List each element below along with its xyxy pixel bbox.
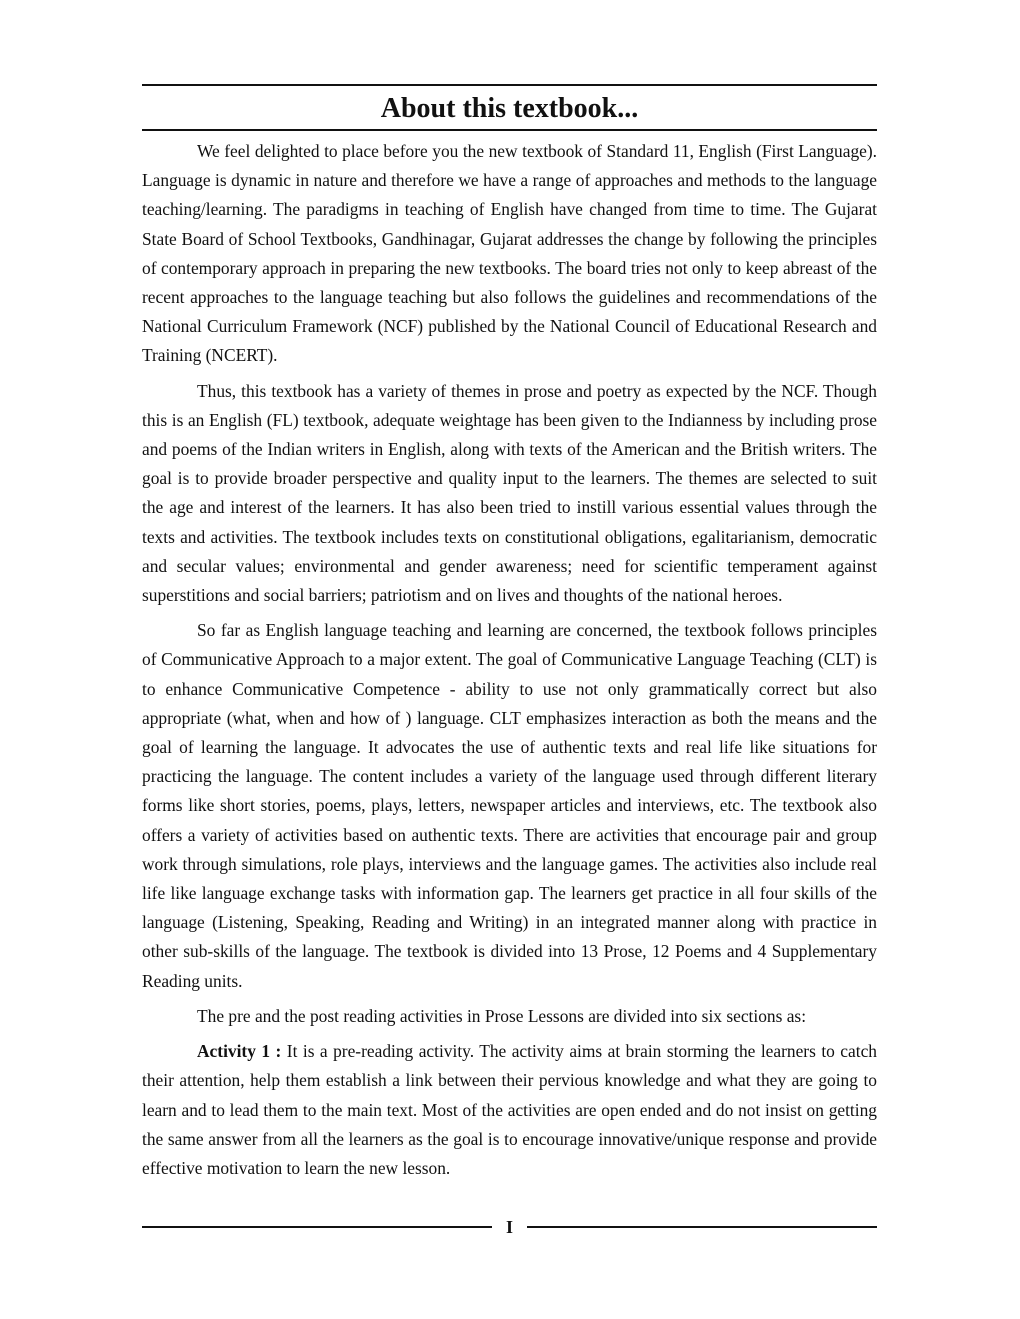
- paragraph-intro: We feel delighted to place before you the new textbook of Standard 11, English (First Language). Language is dynamic in nature and therefore we have a range of approaches and methods to the language teaching/learning. The paradigms in teaching of English have changed from time to time. The Gujarat State Board of School Textbooks, Gandhinagar, Gujarat addresses the change by following the principles of contemporary approach in preparing the new textbooks. The board tries not only to keep abreast of the recent approaches to the language teaching but also follows the guidelines and recommendations of the National Curriculum Framework (NCF) published by the National Council of Educational Research and Training (NCERT).: [142, 141, 877, 366]
- paragraph-themes: Thus, this textbook has a variety of themes in prose and poetry as expected by the NCF. Though this is an English (FL) textbook, adequate weightage has been given to the Indianness by including prose and poems of the Indian writers in English, along with texts of the American and the British writers. The goal is to provide broader perspective and quality input to the learners. The themes are selected to suit the age and interest of the learners. It has also been tried to instill various essential values through the texts and activities. The textbook includes texts on constitutional obligations, egalitarianism, democratic and secular values; environmental and gender awareness; need for scientific temperament against superstitions and social barriers; patriotism and on lives and thoughts of the national heroes.: [142, 380, 877, 606]
- footer-left-rule: [142, 1226, 492, 1228]
- page-number: I: [506, 1217, 514, 1237]
- page: [142, 84, 877, 1189]
- body-text: [142, 137, 877, 1183]
- paragraph-activity-1: [142, 1037, 877, 1183]
- page-title: About this textbook...: [380, 93, 639, 124]
- activity-1-label: Activity 1 :: [197, 1041, 282, 1062]
- paragraph-sections-intro: The pre and the post reading activities in Prose Lessons are divided into six sections as:: [197, 1005, 807, 1026]
- title-bottom-rule: [142, 129, 877, 131]
- footer-right-rule: [527, 1226, 877, 1228]
- page-footer: [142, 1217, 877, 1237]
- activity-1-text: It is a pre-reading activity. The activity aims at brain storming the learners to catch their attention, help them establish a link between their pervious knowledge and what they are going to learn and to lead them to the main text. Most of the activities are open ended and do not insist on getting the same answer from all the learners as the goal is to encourage innovative/unique response and provide effective motivation to learn the new lesson.: [142, 1041, 877, 1178]
- paragraph-clt: So far as English language teaching and learning are concerned, the textbook follows principles of Communicative Approach to a major extent. The goal of Communicative Language Teaching (CLT) is to enhance Communicative Competence - ability to use not only grammatically correct but also appropriate (what, when and how of ) language. CLT emphasizes interaction as both the means and the goal of learning the language. It advocates the use of authentic texts and real life like situations for practicing the language. The content includes a variety of the language used through different literary forms like short stories, poems, plays, letters, newspaper articles and interviews, etc. The textbook also offers a variety of activities based on authentic texts. There are activities that encourage pair and group work through simulations, role plays, interviews and the language games. The activities also include real life like language exchange tasks with information gap. The learners get practice in all four skills of the language (Listening, Speaking, Reading and Writing) in an integrated manner along with practice in other sub-skills of the language. The textbook is divided into 13 Prose, 12 Poems and 4 Supplementary Reading units.: [142, 620, 877, 991]
- title-top-rule: [142, 84, 877, 86]
